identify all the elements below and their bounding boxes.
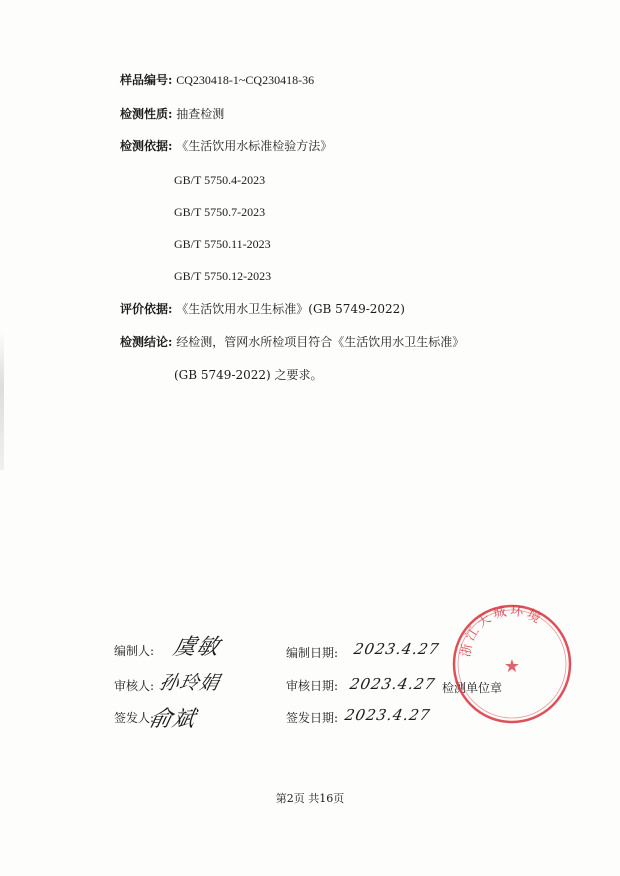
review-date-label: 审核日期: xyxy=(286,679,339,693)
compile-date-value: 2023.4.27 xyxy=(352,640,441,658)
standard-item: GB/T 5750.7-2023 xyxy=(174,205,266,219)
test-nature-label: 检测性质: xyxy=(120,107,173,121)
eval-basis-value: 《生活饮用水卫生标准》(GB 5749-2022) xyxy=(176,302,405,316)
test-basis-title: 《生活饮用水标准检验方法》 xyxy=(176,139,333,153)
compile-date-label: 编制日期: xyxy=(286,646,339,660)
scan-edge-mark xyxy=(0,330,4,470)
eval-basis-label: 评价依据: xyxy=(120,302,173,316)
svg-text:★: ★ xyxy=(503,656,521,677)
reviewer-signature: 孙玲娟 xyxy=(157,672,223,694)
svg-text:浙江天城环境: 浙江天城环境 xyxy=(458,603,546,659)
standard-item: GB/T 5750.4-2023 xyxy=(174,173,266,187)
sample-number-value: CQ230418-1~CQ230418-36 xyxy=(176,73,315,87)
company-seal xyxy=(448,600,576,728)
issue-date-label: 签发日期: xyxy=(286,711,339,725)
compiler-signature: 虞敏 xyxy=(170,635,223,660)
compiler-label: 编制人: xyxy=(114,644,155,658)
unit-seal-label: 检测单位章 xyxy=(442,681,503,695)
eval-basis-row xyxy=(120,301,405,317)
approver-signature: 俞斌 xyxy=(146,707,199,732)
test-nature-value: 抽查检测 xyxy=(176,107,225,121)
reviewer-label: 审核人: xyxy=(114,679,155,693)
conclusion-row xyxy=(120,334,464,350)
test-basis-label: 检测依据: xyxy=(120,139,173,153)
sample-number-row xyxy=(120,72,314,88)
issue-date-value: 2023.4.27 xyxy=(343,706,432,724)
page-number: 第2页 共16页 xyxy=(275,792,345,805)
conclusion-line2: (GB 5749-2022) 之要求。 xyxy=(174,368,323,382)
sample-number-label: 样品编号: xyxy=(120,73,173,87)
standard-item: GB/T 5750.12-2023 xyxy=(174,269,272,283)
approver-label: 签发人: xyxy=(114,711,155,725)
test-nature-row xyxy=(120,106,224,122)
review-date-value: 2023.4.27 xyxy=(348,675,437,693)
test-basis-row xyxy=(120,138,332,154)
conclusion-line1: 经检测，管网水所检项目符合《生活饮用水卫生标准》 xyxy=(176,335,465,349)
standard-item: GB/T 5750.11-2023 xyxy=(174,237,271,251)
conclusion-label: 检测结论: xyxy=(120,335,173,349)
